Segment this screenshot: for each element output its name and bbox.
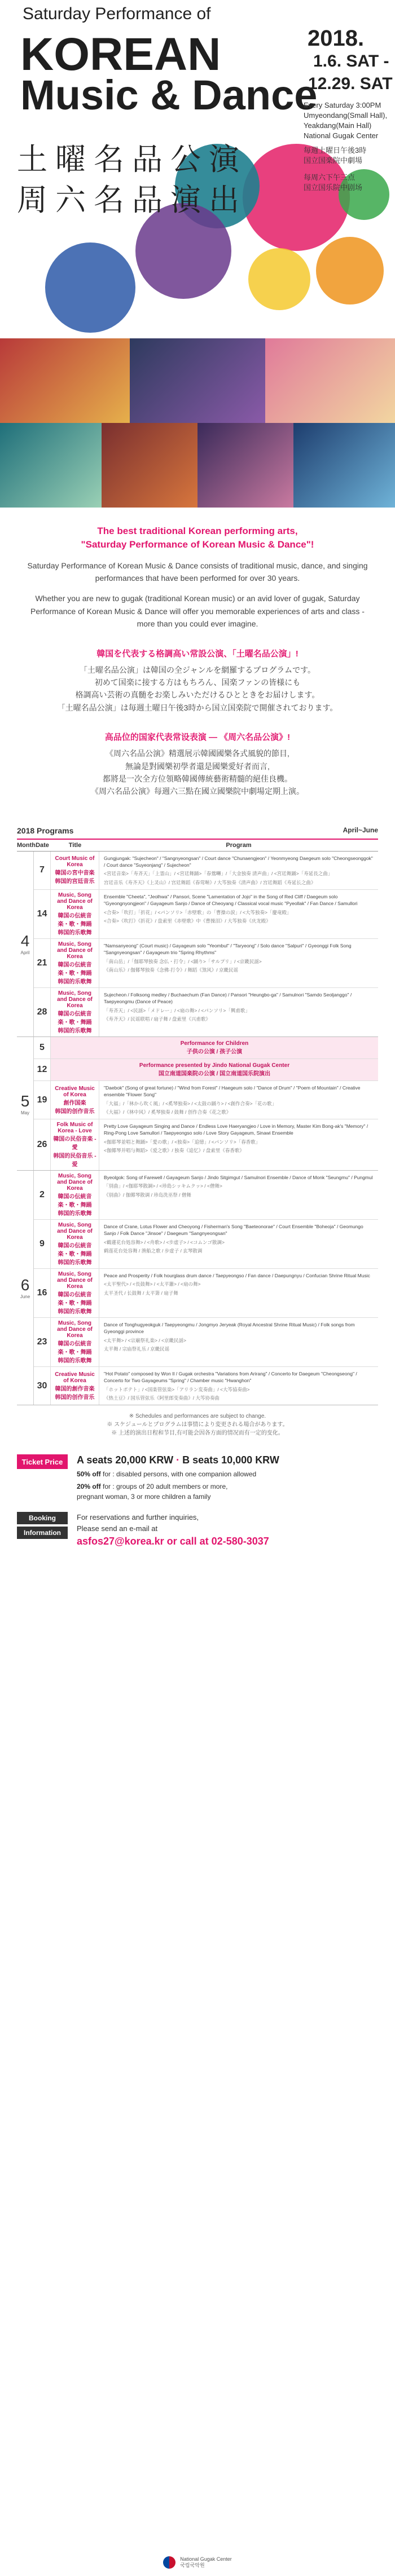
decor-circle-yellow [248, 248, 310, 310]
program-date: 26 [34, 1119, 51, 1170]
photo-orchestra [293, 423, 395, 508]
hero-zh-sub-2: 国立国乐院中剧场 [304, 183, 363, 192]
discount-1 [77, 1469, 279, 1479]
program-en: "Namsanyeong" (Court music) / Gayageum solo "Yeombul" / "Taryeong" / Solo dance "Salpuri" / Gyeonggi Folk Song "Sangnyeongsan" / Gayageum trio "Spring Rhythms" [104, 942, 352, 956]
program-details [99, 1367, 378, 1405]
col-date: Date [36, 841, 49, 849]
program-date: 28 [34, 988, 51, 1036]
intro-paragraph-1: Saturday Performance of Korean Music & Dance consists of traditional music, dance, and singing performances that have been performed for over 30 years. [27, 561, 368, 583]
hero-main-title: KOREAN [20, 29, 221, 80]
program-jp: 「別曲」/ <伽耶琴散調> / <珍島シッキムクッ> / <僧舞> [104, 1183, 222, 1189]
booking-label: Booking [17, 1512, 68, 1524]
program-en: Peace and Prosperity / Folk hourglass drum dance / Taepyeongso / Fan dance / Daepungnyu / Confucian Shrine Ritual Music [104, 1273, 370, 1279]
hero-zh-sub-1: 每周六下午三点 [304, 173, 356, 182]
note-en: ※ Schedules and performances are subject to change. [129, 1413, 266, 1420]
program-row [34, 890, 378, 939]
intro-jp-title: 韓国を代表する格調高い常設公演、「土曜名品公演」! [96, 649, 299, 659]
intro-jp-line-1: 「土曜名品公演」は韓国の全ジャンルを網羅するプログラムです。 [79, 665, 316, 674]
information-label: Information [17, 1527, 68, 1539]
program-title: Creative Music of Korea 韓国的創作音楽 韩国的创作音乐 [51, 1367, 99, 1405]
ticket-section [17, 1454, 378, 1502]
photo-singer [198, 423, 293, 508]
intro-jp-line-3: 格調高い芸術の真髄をお楽しみいただけるひとときをお届けします。 [75, 690, 320, 700]
discount-2-text-2: pregnant woman, 3 or more children a family [77, 1493, 211, 1501]
programs-notes [17, 1405, 378, 1444]
decor-circle-blue [45, 242, 135, 333]
special-performance [51, 1037, 378, 1058]
intro-zh-line-3: 都將是一次全方位領略韓國傳統藝術精髓的絕佳良機。 [103, 774, 292, 783]
program-date: 23 [34, 1318, 51, 1366]
program-date: 2 [34, 1171, 51, 1219]
program-row [34, 988, 378, 1036]
hero-han-title-2: 周六名品演出 [17, 182, 247, 218]
month-number: 6 [20, 1276, 30, 1294]
performance-photo-collage [0, 338, 395, 508]
hero-top-title: Saturday Performance of [23, 5, 211, 23]
month-number: 4 [20, 932, 30, 950]
month-sub: April [20, 950, 30, 956]
program-row [34, 1269, 378, 1318]
program-title: Music, Song and Dance of Korea 韓国の伝統音楽・歌・舞踊 韩国的乐歌舞 [51, 988, 99, 1036]
program-zh: 鹤莲花台处容舞 / 渔船之歌 / 步虚子 / 玄琴散调 [104, 1248, 203, 1254]
discount-2 [77, 1481, 279, 1502]
program-en: "Hot Potato" composed by Won Il / Gugak orchestra "Variations from Arirang" / Concerto for Daegeum "Cheongseong" / Concerto for Two Gayageums "Spring" / Chamber music "Hwanghon" [104, 1371, 357, 1384]
month-block [17, 1037, 378, 1171]
footer-org-ko: 국립국악원 [180, 2562, 205, 2568]
program-date: 16 [34, 1269, 51, 1317]
booking-section [17, 1512, 378, 1549]
month-block [17, 852, 378, 1037]
program-en: Gungjungak: "Sujecheon" / "Sangnyeongsan" / Court dance "Chunaengjeon" / Yeonmyeong Daegeum solo "Cheongseonggok" / Court dance "Suyeonjang" / Sujecheon" [104, 855, 373, 868]
photo-court-dance [0, 338, 130, 423]
hero-venue-3: National Gugak Center [304, 131, 379, 140]
program-zh: 《热土豆》/ 国乐管弦乐《阿里郎变奏曲》/ 大笒协奏曲 [104, 1395, 220, 1401]
booking-line-1: For reservations and further inquiries, [77, 1513, 199, 1522]
program-jp: 「ホットポテト」/ <国楽管弦楽>「アリラン変奏曲」/ <大笒協奏曲> [104, 1386, 250, 1392]
special-subtitle: 国立南道国楽院の公演 / 国立南道国乐院演出 [158, 1070, 271, 1077]
program-zh: 《别曲》/ 伽倻琴散调 / 珍岛洗巫祭 / 僧舞 [104, 1192, 191, 1198]
program-title: Music, Song and Dance of Korea 韓国の伝統音楽・歌・舞踊 韩国的乐歌舞 [51, 890, 99, 938]
program-zh: 太平舞 / 宗庙祭礼乐 / 京畿民谣 [104, 1346, 170, 1352]
hero-time: Every Saturday 3:00PM [304, 101, 381, 109]
discount-2-text: for : groups of 20 adult members or more, [103, 1483, 228, 1491]
footer-org-en: National Gugak Center [180, 2556, 232, 2562]
hero-main-title-2: Music & Dance [20, 72, 318, 118]
month-number: 5 [20, 1092, 30, 1110]
program-date: 30 [34, 1367, 51, 1405]
program-en: Sujecheon / Folksong medley / Buchaechum (Fan Dance) / Pansori "Heungbo-ga" / Samulnori "Samdo Seoljanggo" / Taepyeongmu (Dance of Peace) [104, 991, 352, 1005]
intro-jp-line-4: 「土曜名品公演」は毎週土曜日午後3時から国立国楽院で開催されております。 [57, 703, 338, 712]
price-a: A seats 20,000 KRW [77, 1454, 174, 1466]
intro-headline-2: "Saturday Performance of Korean Music & Dance"! [81, 539, 314, 550]
photo-drum [102, 423, 198, 508]
national-gugak-center-logo-icon [163, 2556, 175, 2569]
program-zh: <合奏>《吹打》《折花》/ 盘索里《赤壁歌》中《曹操泪》/ 大笒独奏《庆龙殿》 [104, 918, 271, 924]
ticket-prices: A seats 20,000 KRW · B seats 10,000 KRW [77, 1454, 279, 1466]
program-title: Folk Music of Korea - Love 韓国の民俗音楽 - 愛 韩国的民俗音乐 - 爱 [51, 1119, 99, 1170]
intro-section [0, 508, 395, 804]
discount-1-pct: 50% off [77, 1470, 101, 1479]
hero-jp-sub-2: 国立国楽院中劇場 [304, 156, 363, 165]
program-date: 14 [34, 890, 51, 938]
program-en: "Daebok" (Song of great fortune) / "Wind from Forest" / Haegeum solo / "Dance of Drum" / "Poem of Mountain" / Creative ensemble "Flower Song" [104, 1084, 361, 1098]
hero-banner [0, 0, 395, 508]
programs-heading: 2018 Programs [17, 826, 74, 835]
program-jp: <伽耶琴並唱と舞踊>「愛の歌」/ <独奏>「追憶」/ <パンソリ>「春香歌」 [104, 1139, 261, 1145]
ticket-label: Ticket Price [17, 1454, 68, 1469]
intro-zh-line-1: 《周六名品公演》精選展示韓國國樂各式風貌的節目, [106, 749, 289, 758]
program-zh: 太平圣代 / 长鼓舞 / 太平箫 / 扇子舞 [104, 1290, 178, 1296]
decor-circle-orange [316, 237, 384, 305]
col-program: Program [226, 841, 252, 849]
program-zh: <伽倻琴并唱与舞蹈>《爱之歌》/ 独奏《追忆》/ 盘索里《春香歌》 [104, 1148, 244, 1154]
program-date: 19 [34, 1081, 51, 1119]
month-block [17, 1171, 378, 1405]
program-jp: <鶴蓮花台処容舞> / <舟歌> / <歩虚子> / <コムンゴ散調> [104, 1239, 225, 1245]
program-title: Music, Song and Dance of Korea 韓国の伝統音楽・歌・舞踊 韩国的乐歌舞 [51, 1318, 99, 1366]
col-title: Title [68, 841, 82, 849]
program-en: Dance of Tonghugyeokguk / Taepyeongmu / Jongmyo Jeryeak (Royal Ancestral Shrine Ritual Music) / Folk songs from Gyeonggi province [104, 1322, 355, 1335]
hero-jp-sub-1: 毎週土曜日午後3時 [304, 146, 367, 155]
program-row [34, 852, 378, 890]
program-row [34, 1081, 378, 1119]
programs-range: April~June [343, 826, 378, 834]
program-title: Music, Song and Dance of Korea 韓国の伝統音楽・歌・舞踊 韩国的乐歌舞 [51, 939, 99, 987]
special-title: Performance presented by Jindo National Gugak Center [139, 1062, 290, 1069]
program-en: Dance of Crane, Lotus Flower and Cheoyong / Fisherman's Song "Baeteonorae" / Court Ensemble "Boheoja" / Geomungo Sanjo / Folk Dance "Jinsoe" / Daegeum "Sangnyeongsan" [104, 1224, 363, 1237]
intro-jp-line-2: 初めて国楽に接する方はもちろん、国楽ファンの皆様にも [94, 677, 301, 687]
booking-contact[interactable]: asfos27@korea.kr or call at 02-580-3037 [77, 1536, 269, 1547]
program-zh: 《大福》/《林中风》/ 奚琴独奏 / 鼓舞 / 创作合奏《花之歌》 [104, 1109, 231, 1115]
program-row [34, 1119, 378, 1170]
note-jp: ※ スケジュールとプログラムは事情により変更される場合があります。 [107, 1422, 288, 1428]
month-sub: May [20, 1110, 30, 1115]
program-zh: 《南山乐》/ 伽倻琴独奏《念佛·打令》/ 舞蹈《煞风》/ 京畿民谣 [104, 967, 239, 973]
program-details [99, 1119, 378, 1170]
program-row [34, 1037, 378, 1059]
program-details [99, 890, 378, 938]
program-jp: <合奏>「吹打」「折花」/ <パンソリ>「赤壁歌」の「曹操の涙」/ <大笒独奏>「慶竜殿」 [104, 909, 292, 915]
hero-date-start: 1.6. SAT - [313, 52, 389, 70]
hero-venue-2: Yeakdang(Main Hall) [304, 121, 372, 130]
program-row [34, 1318, 378, 1367]
program-date: 12 [34, 1059, 51, 1080]
program-zh: 《寿齐天》/ 民谣联唱 / 扇子舞 / 盘索里《兴甫歌》 [104, 1016, 210, 1022]
program-details [99, 939, 378, 987]
hero-han-title-1: 土曜名品公演 [17, 142, 247, 177]
program-date: 9 [34, 1220, 51, 1268]
program-title: Music, Song and Dance of Korea 韓国の伝統音楽・歌・舞踊 韩国的乐歌舞 [51, 1171, 99, 1219]
program-title: Music, Song and Dance of Korea 韓国の伝統音楽・歌・舞踊 韩国的乐歌舞 [51, 1269, 99, 1317]
hero-venue-1: Umyeondang(Small Hall), [304, 111, 388, 120]
program-jp: <宮廷音楽>「寿斉天」「上霊山」/ <宮廷舞踊>「春鶯囀」/「大金独奏 清声曲」/ <宮廷舞踊>「寿延長之曲」 [104, 871, 333, 877]
programs-header [17, 826, 378, 840]
program-row [34, 1171, 378, 1220]
program-details [99, 1081, 378, 1119]
program-date: 21 [34, 939, 51, 987]
discount-2-pct: 20% off [77, 1483, 101, 1491]
program-details [99, 988, 378, 1036]
intro-headline: The best traditional Korean performing arts, [97, 526, 298, 536]
intro-zh-line-2: 無論是對國樂初學者還是國樂愛好者而言, [125, 761, 270, 771]
programs-table-head [17, 840, 378, 852]
program-details [99, 1171, 378, 1219]
discount-1-text: for : disabled persons, with one companion allowed [103, 1470, 257, 1479]
program-title: Music, Song and Dance of Korea 韓国の伝統音楽・歌・舞踊 韩国的乐歌舞 [51, 1220, 99, 1268]
program-row [34, 939, 378, 988]
program-zh: 宫廷音乐《寿齐天》《上灵山》/ 宫廷舞蹈《春莺啭》/ 大笒独奏《清声曲》/ 宫廷舞蹈《寿延长之曲》 [104, 879, 316, 885]
program-details [99, 852, 378, 889]
intro-paragraph-2: Whether you are new to gugak (traditional Korean music) or an avid lover of gugak, Saturday Performance of Korean Music & Dance will offer you memorable experiences of arts and class - more than you could ever imagine. [30, 594, 365, 629]
program-en: Byeolgok: Song of Farewell / Gayageum Sanjo / Jindo Sitgimgut / Samulnori Ensemble / Dance of Monk "Seungmu" / Pungmul [104, 1175, 373, 1181]
program-details [99, 1318, 378, 1366]
hero-date-end: 12.29. SAT [308, 74, 393, 93]
footer [0, 2549, 395, 2576]
program-details [99, 1269, 378, 1317]
intro-zh-line-4: 《周六名品公演》每週六三點在國立國樂院中劇場定期上演。 [91, 787, 304, 796]
programs-table-body [17, 852, 378, 1406]
program-title: Court Music of Korea 韓国の宮中音楽 韩国的宫廷音乐 [51, 852, 99, 889]
program-row [34, 1367, 378, 1405]
special-subtitle: 子供の公演 / 孩子公演 [186, 1048, 243, 1055]
month-sub: June [20, 1294, 30, 1300]
note-zh: ※ 上述的演出日程和节目,有可能会因各方面的情况而有一定的变化。 [111, 1430, 284, 1437]
program-details [99, 1220, 378, 1268]
program-en: Pretty Love Gayageum Singing and Dance / Endless Love Haeryangjeo / Love in Memory, Master Kim Bong-ak's "Memory" / Ring-Pong Love Samullori / Taepyeongso solo / Love Story Gayageum, Sinawi Ensemble [104, 1123, 368, 1136]
booking-line-2: Please send an e-mail at [77, 1524, 158, 1533]
program-date: 5 [34, 1037, 51, 1058]
programs-section [0, 804, 395, 1445]
program-row [34, 1059, 378, 1081]
month-label [17, 852, 34, 1036]
hero-year: 2018. [308, 26, 365, 51]
photo-gayageum [265, 338, 395, 423]
program-jp: <太平舞> / <宗廟祭礼楽> / <京畿民謡> [104, 1337, 186, 1343]
program-jp: 「寿斉天」/ <民謡>「メドレー」/ <扇の舞> / <パンソリ>「興甫歌」 [104, 1007, 250, 1013]
program-en: Ensemble "Cheeta", "Jeolhwa" / Pansori, Scene "Lamentation of Jojo" in the Song of Red Cliff / Daegeum solo "Gyeongnyongjeon" / Gayageum Sanjo / Dance of Cheoyang / Classical vocal music "Pyeollak" / Fan Dance / Samullori [104, 893, 358, 907]
photo-ensemble [130, 338, 265, 423]
program-date: 7 [34, 852, 51, 889]
program-jp: <太平聖代> / <長鼓舞> / <太平簫> / <扇の舞> [104, 1281, 201, 1287]
special-performance [51, 1059, 378, 1080]
month-label [17, 1037, 34, 1170]
col-month: Month [17, 841, 36, 849]
program-jp: 「大福」/「林から吹く風」/ <奚琴独奏> / <太鼓の踊り> / <創作合奏>「花の歌」 [104, 1100, 277, 1106]
program-jp: 「南山岳」/「伽耶琴独奏 念仏・打令」/ <踊り>「サルプリ」/ <京畿民謡> [104, 958, 262, 964]
month-label [17, 1171, 34, 1405]
special-title: Performance for Children [180, 1040, 249, 1047]
intro-zh-title: 高品位的国家代表常设表演 — 《周六名品公演》! [104, 733, 291, 743]
program-title: Creative Music of Korea 創作国楽 韩国的创作音乐 [51, 1081, 99, 1119]
price-b: B seats 10,000 KRW [182, 1454, 279, 1466]
photo-fan-dance [0, 423, 102, 508]
program-row [34, 1220, 378, 1269]
